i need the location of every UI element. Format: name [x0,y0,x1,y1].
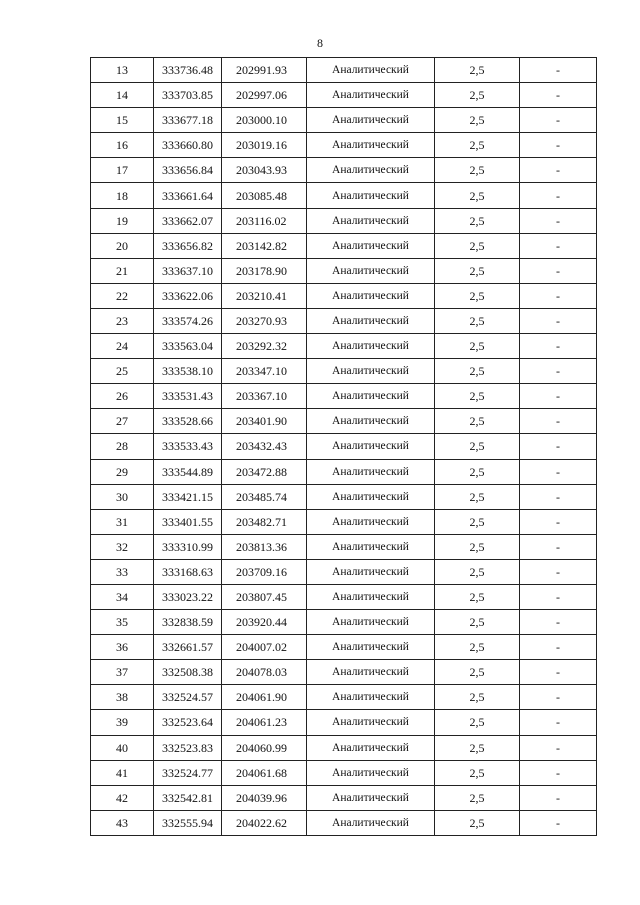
y-coordinate-cell: 203142.82 [222,233,307,258]
note-cell: - [520,233,597,258]
accuracy-cell: 2,5 [435,58,520,83]
method-cell: Аналитический [307,660,435,685]
y-coordinate-cell: 203000.10 [222,108,307,133]
point-number-cell: 19 [91,208,154,233]
note-cell: - [520,610,597,635]
method-cell: Аналитический [307,710,435,735]
accuracy-cell: 2,5 [435,534,520,559]
note-cell: - [520,735,597,760]
y-coordinate-cell: 202997.06 [222,83,307,108]
page-number: 8 [317,36,323,50]
table-row [91,409,597,434]
method-cell: Аналитический [307,183,435,208]
note-cell: - [520,334,597,359]
note-cell: - [520,685,597,710]
y-coordinate-cell: 203347.10 [222,359,307,384]
x-coordinate-cell: 333023.22 [154,584,222,609]
method-cell: Аналитический [307,584,435,609]
point-number-cell: 35 [91,610,154,635]
accuracy-cell: 2,5 [435,434,520,459]
y-coordinate-cell: 203270.93 [222,308,307,333]
note-cell: - [520,158,597,183]
point-number-cell: 34 [91,584,154,609]
x-coordinate-cell: 332524.57 [154,685,222,710]
x-coordinate-cell: 333538.10 [154,359,222,384]
y-coordinate-cell: 203367.10 [222,384,307,409]
accuracy-cell: 2,5 [435,409,520,434]
point-number-cell: 24 [91,334,154,359]
note-cell: - [520,133,597,158]
table-row [91,158,597,183]
accuracy-cell: 2,5 [435,308,520,333]
note-cell: - [520,484,597,509]
method-cell: Аналитический [307,359,435,384]
table-row [91,384,597,409]
method-cell: Аналитический [307,208,435,233]
point-number-cell: 25 [91,359,154,384]
y-coordinate-cell: 204039.96 [222,785,307,810]
x-coordinate-cell: 333622.06 [154,283,222,308]
point-number-cell: 26 [91,384,154,409]
table-row [91,735,597,760]
x-coordinate-cell: 333661.64 [154,183,222,208]
y-coordinate-cell: 203085.48 [222,183,307,208]
point-number-cell: 37 [91,660,154,685]
table-row [91,308,597,333]
y-coordinate-cell: 202991.93 [222,58,307,83]
x-coordinate-cell: 332838.59 [154,610,222,635]
y-coordinate-cell: 204061.68 [222,760,307,785]
note-cell: - [520,384,597,409]
table-row [91,283,597,308]
x-coordinate-cell: 333656.82 [154,233,222,258]
point-number-cell: 14 [91,83,154,108]
point-number-cell: 22 [91,283,154,308]
y-coordinate-cell: 203019.16 [222,133,307,158]
accuracy-cell: 2,5 [435,685,520,710]
accuracy-cell: 2,5 [435,83,520,108]
y-coordinate-cell: 204061.23 [222,710,307,735]
note-cell: - [520,710,597,735]
x-coordinate-cell: 333574.26 [154,308,222,333]
table-row [91,58,597,83]
accuracy-cell: 2,5 [435,610,520,635]
method-cell: Аналитический [307,685,435,710]
method-cell: Аналитический [307,409,435,434]
accuracy-cell: 2,5 [435,133,520,158]
table-row [91,334,597,359]
accuracy-cell: 2,5 [435,233,520,258]
note-cell: - [520,534,597,559]
note-cell: - [520,635,597,660]
table-row [91,785,597,810]
x-coordinate-cell: 333660.80 [154,133,222,158]
point-number-cell: 21 [91,258,154,283]
method-cell: Аналитический [307,283,435,308]
point-number-cell: 33 [91,559,154,584]
y-coordinate-cell: 203485.74 [222,484,307,509]
point-number-cell: 39 [91,710,154,735]
accuracy-cell: 2,5 [435,158,520,183]
table-row [91,509,597,534]
accuracy-cell: 2,5 [435,785,520,810]
note-cell: - [520,58,597,83]
accuracy-cell: 2,5 [435,559,520,584]
accuracy-cell: 2,5 [435,384,520,409]
table-row [91,233,597,258]
table-row [91,534,597,559]
x-coordinate-cell: 332555.94 [154,810,222,835]
y-coordinate-cell: 203920.44 [222,610,307,635]
accuracy-cell: 2,5 [435,810,520,835]
accuracy-cell: 2,5 [435,359,520,384]
point-number-cell: 40 [91,735,154,760]
x-coordinate-cell: 332523.83 [154,735,222,760]
method-cell: Аналитический [307,108,435,133]
table-row [91,83,597,108]
method-cell: Аналитический [307,810,435,835]
x-coordinate-cell: 333401.55 [154,509,222,534]
note-cell: - [520,308,597,333]
point-number-cell: 16 [91,133,154,158]
y-coordinate-cell: 203210.41 [222,283,307,308]
note-cell: - [520,409,597,434]
table-row [91,610,597,635]
accuracy-cell: 2,5 [435,635,520,660]
note-cell: - [520,83,597,108]
y-coordinate-cell: 203043.93 [222,158,307,183]
accuracy-cell: 2,5 [435,760,520,785]
point-number-cell: 15 [91,108,154,133]
accuracy-cell: 2,5 [435,710,520,735]
point-number-cell: 41 [91,760,154,785]
y-coordinate-cell: 203116.02 [222,208,307,233]
table-row [91,584,597,609]
method-cell: Аналитический [307,534,435,559]
accuracy-cell: 2,5 [435,258,520,283]
note-cell: - [520,434,597,459]
point-number-cell: 36 [91,635,154,660]
point-number-cell: 27 [91,409,154,434]
x-coordinate-cell: 333656.84 [154,158,222,183]
table-row [91,685,597,710]
note-cell: - [520,459,597,484]
x-coordinate-cell: 333736.48 [154,58,222,83]
y-coordinate-cell: 203807.45 [222,584,307,609]
note-cell: - [520,108,597,133]
y-coordinate-cell: 204061.90 [222,685,307,710]
point-number-cell: 30 [91,484,154,509]
x-coordinate-cell: 332508.38 [154,660,222,685]
point-number-cell: 20 [91,233,154,258]
method-cell: Аналитический [307,484,435,509]
x-coordinate-cell: 333168.63 [154,559,222,584]
table-row [91,208,597,233]
point-number-cell: 29 [91,459,154,484]
accuracy-cell: 2,5 [435,459,520,484]
table-row [91,559,597,584]
method-cell: Аналитический [307,785,435,810]
y-coordinate-cell: 203401.90 [222,409,307,434]
x-coordinate-cell: 332523.64 [154,710,222,735]
point-number-cell: 31 [91,509,154,534]
note-cell: - [520,785,597,810]
y-coordinate-cell: 203709.16 [222,559,307,584]
y-coordinate-cell: 203482.71 [222,509,307,534]
x-coordinate-cell: 332661.57 [154,635,222,660]
method-cell: Аналитический [307,83,435,108]
table-row [91,710,597,735]
y-coordinate-cell: 203178.90 [222,258,307,283]
point-number-cell: 13 [91,58,154,83]
accuracy-cell: 2,5 [435,183,520,208]
note-cell: - [520,183,597,208]
note-cell: - [520,559,597,584]
x-coordinate-cell: 333544.89 [154,459,222,484]
x-coordinate-cell: 333528.66 [154,409,222,434]
accuracy-cell: 2,5 [435,283,520,308]
y-coordinate-cell: 204022.62 [222,810,307,835]
x-coordinate-cell: 333662.07 [154,208,222,233]
method-cell: Аналитический [307,58,435,83]
coordinates-table-body [91,58,597,836]
table-row [91,484,597,509]
accuracy-cell: 2,5 [435,660,520,685]
point-number-cell: 23 [91,308,154,333]
table-row [91,660,597,685]
y-coordinate-cell: 203472.88 [222,459,307,484]
point-number-cell: 42 [91,785,154,810]
table-row [91,108,597,133]
accuracy-cell: 2,5 [435,108,520,133]
point-number-cell: 43 [91,810,154,835]
method-cell: Аналитический [307,635,435,660]
y-coordinate-cell: 203292.32 [222,334,307,359]
table-row [91,810,597,835]
table-row [91,760,597,785]
method-cell: Аналитический [307,434,435,459]
accuracy-cell: 2,5 [435,208,520,233]
table-row [91,635,597,660]
accuracy-cell: 2,5 [435,484,520,509]
note-cell: - [520,810,597,835]
point-number-cell: 28 [91,434,154,459]
accuracy-cell: 2,5 [435,334,520,359]
table-row [91,258,597,283]
method-cell: Аналитический [307,610,435,635]
note-cell: - [520,359,597,384]
y-coordinate-cell: 204078.03 [222,660,307,685]
accuracy-cell: 2,5 [435,509,520,534]
x-coordinate-cell: 332542.81 [154,785,222,810]
method-cell: Аналитический [307,308,435,333]
note-cell: - [520,760,597,785]
point-number-cell: 17 [91,158,154,183]
point-number-cell: 18 [91,183,154,208]
note-cell: - [520,283,597,308]
point-number-cell: 38 [91,685,154,710]
x-coordinate-cell: 333421.15 [154,484,222,509]
accuracy-cell: 2,5 [435,584,520,609]
note-cell: - [520,584,597,609]
method-cell: Аналитический [307,158,435,183]
x-coordinate-cell: 333637.10 [154,258,222,283]
method-cell: Аналитический [307,760,435,785]
x-coordinate-cell: 333703.85 [154,83,222,108]
note-cell: - [520,208,597,233]
y-coordinate-cell: 203813.36 [222,534,307,559]
method-cell: Аналитический [307,233,435,258]
note-cell: - [520,258,597,283]
x-coordinate-cell: 333531.43 [154,384,222,409]
method-cell: Аналитический [307,459,435,484]
y-coordinate-cell: 203432.43 [222,434,307,459]
table-row [91,359,597,384]
y-coordinate-cell: 204007.02 [222,635,307,660]
x-coordinate-cell: 333533.43 [154,434,222,459]
method-cell: Аналитический [307,258,435,283]
coordinates-table [90,57,597,836]
method-cell: Аналитический [307,559,435,584]
table-row [91,434,597,459]
method-cell: Аналитический [307,509,435,534]
method-cell: Аналитический [307,384,435,409]
method-cell: Аналитический [307,735,435,760]
table-row [91,133,597,158]
note-cell: - [520,509,597,534]
method-cell: Аналитический [307,334,435,359]
y-coordinate-cell: 204060.99 [222,735,307,760]
method-cell: Аналитический [307,133,435,158]
point-number-cell: 32 [91,534,154,559]
table-row [91,183,597,208]
x-coordinate-cell: 333563.04 [154,334,222,359]
x-coordinate-cell: 333677.18 [154,108,222,133]
x-coordinate-cell: 333310.99 [154,534,222,559]
x-coordinate-cell: 332524.77 [154,760,222,785]
table-row [91,459,597,484]
accuracy-cell: 2,5 [435,735,520,760]
note-cell: - [520,660,597,685]
